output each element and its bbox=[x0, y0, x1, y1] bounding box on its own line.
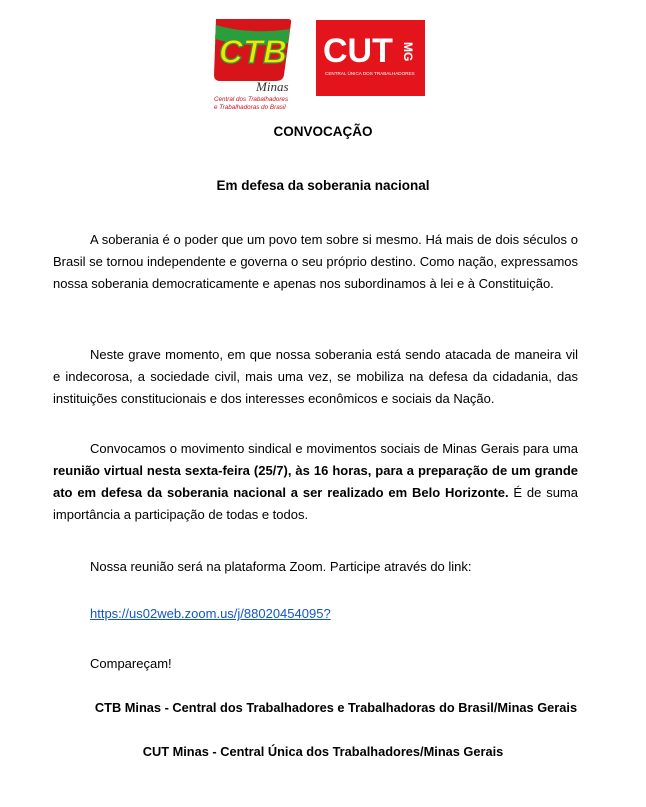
signature-ctb: CTB Minas - Central dos Trabalhadores e Trabalhadoras do Brasil/Minas Gerais bbox=[94, 700, 578, 715]
signature-cut: CUT Minas - Central Única dos Trabalhadores/Minas Gerais bbox=[142, 744, 504, 759]
ctb-wordmark: CTB bbox=[219, 33, 287, 70]
paragraph-convocation-end: É de suma importância a participação de todas e todos. bbox=[53, 485, 578, 522]
paragraph-sovereignty: A soberania é o poder que um povo tem sobre si mesmo. Há mais de dois séculos o Brasil se tornou independente e governa o seu próprio destino. Como nação, expressamos nossa soberania democraticamente e apenas nos subordinamos à lei e à Constituição. bbox=[53, 232, 578, 291]
paragraph-zoom: Nossa reunião será na plataforma Zoom. Participe através do link: bbox=[90, 559, 472, 574]
document-title: CONVOCAÇÃO bbox=[273, 124, 373, 139]
ctb-region: Minas bbox=[256, 79, 289, 94]
ctb-tagline-line-1: Central dos Trabalhadores bbox=[214, 96, 289, 103]
paragraph-convocation-bold: reunião virtual nesta sexta-feira (25/7), às 16 horas, para a preparação de um grande ato em defesa da soberania nacional a ser realizado em Belo Horizonte. bbox=[53, 463, 578, 500]
ctb-tagline-line-2: e Trabalhadoras do Brasil bbox=[214, 103, 286, 111]
cut-logo bbox=[316, 20, 425, 96]
document-subtitle: Em defesa da soberania nacional bbox=[216, 178, 430, 193]
zoom-meeting-link[interactable]: https://us02web.zoom.us/j/88020454095? bbox=[90, 606, 331, 621]
closing-call: Compareçam! bbox=[90, 656, 172, 671]
paragraph-grave-moment: Neste grave momento, em que nossa soberania está sendo atacada de maneira vil e indecorosa, a sociedade civil, mais uma vez, se mobiliza na defesa da cidadania, das instituições constitucionais e dos interesses econômicos e sociais da Nação. bbox=[53, 347, 578, 406]
cut-wordmark: CUT bbox=[323, 32, 393, 70]
cut-region: MG bbox=[401, 42, 415, 62]
cut-tagline: CENTRAL ÚNICA DOS TRABALHADORES bbox=[325, 71, 415, 76]
paragraph-convocation bbox=[53, 438, 578, 526]
ctb-tagline bbox=[214, 96, 314, 111]
logo-header bbox=[210, 15, 450, 115]
paragraph-convocation-start: Convocamos o movimento sindical e movimentos sociais de Minas Gerais para uma bbox=[90, 441, 578, 456]
